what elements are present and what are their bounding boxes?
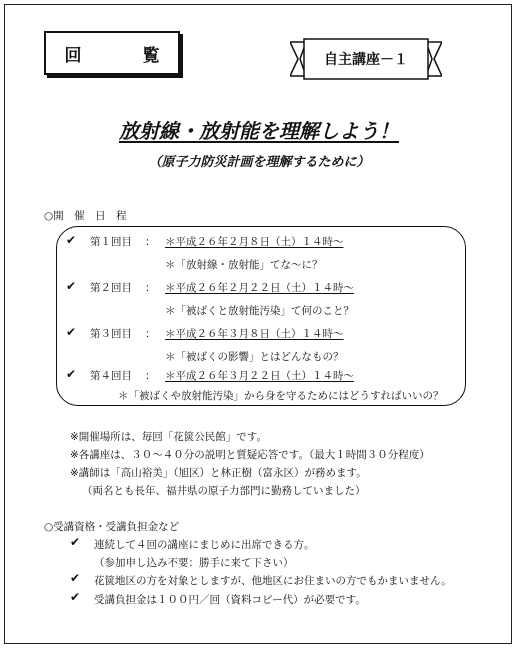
- check-icon: ✔: [70, 590, 81, 604]
- main-title: 放射線・放射能を理解しよう！: [119, 119, 399, 143]
- session-label: 第４回目: [90, 370, 132, 382]
- subtitle: （原子力防災計画を理解するために）: [148, 155, 370, 170]
- check-icon: ✔: [70, 571, 81, 585]
- qualification-item: 受講負担金は１００円／回（資料コピー代）が必要です。: [94, 594, 366, 606]
- qualification-item: 連続して４回の講座にまじめに出席できる方。: [94, 539, 315, 551]
- session-date: ＊平成２６年３月８日（土）１４時～: [165, 328, 344, 340]
- session-sep: ：: [145, 328, 156, 340]
- session-sep: ：: [145, 236, 156, 248]
- qualification-item-sub: （参加申し込み不要：勝手に来て下さい）: [94, 557, 294, 569]
- session-sep: ：: [145, 282, 156, 294]
- check-icon: ✔: [66, 325, 77, 339]
- qualification-item: 花篋地区の方を対象としますが、他地区にお住まいの方でもかまいません。: [94, 575, 452, 587]
- check-icon: ✔: [66, 279, 77, 293]
- note-lecturer-background: （両名とも長年、福井県の原子力部門に勤務していました）: [82, 485, 366, 497]
- session-label: 第２回目: [90, 282, 132, 294]
- session-topic: ＊「被ばくの影響」とはどんなもの？: [165, 351, 344, 363]
- series-badge: [290, 38, 442, 80]
- note-venue: ※開催場所は、毎回「花篋公民館」です。: [70, 431, 267, 443]
- note-lecturers: ※講師は「高山裕美」（旭区）と林正樹（富永区）が務めます。: [70, 467, 367, 479]
- session-topic: ＊「被ばくと放射能汚染」て何のこと？: [165, 305, 354, 317]
- check-icon: ✔: [66, 233, 77, 247]
- qualification-heading: ○受講資格・受講負担金など: [44, 521, 180, 533]
- session-date: ＊平成２６年２月８日（土）１４時～: [165, 236, 344, 248]
- session-label: 第１回目: [90, 236, 132, 248]
- session-label: 第３回目: [90, 328, 132, 340]
- note-format: ※各講座は、３０～４０分の説明と質疑応答です。（最大１時間３０分程度）: [70, 449, 430, 461]
- session-topic: ＊「被ばくや放射能汚染」から身を守るためにはどうすればいいの？: [118, 390, 444, 402]
- session-sep: ：: [145, 370, 156, 382]
- session-date: ＊平成２６年３月２２日（土）１４時～: [165, 370, 354, 382]
- session-topic: ＊「放射線・放射能」てな～に？: [165, 259, 323, 271]
- kairan-stamp: 回 覧: [44, 31, 180, 75]
- check-icon: ✔: [66, 367, 77, 381]
- series-label: 自主講座－１: [324, 52, 408, 68]
- check-icon: ✔: [70, 535, 81, 549]
- schedule-heading: ○開 催 日 程: [44, 210, 127, 222]
- session-date: ＊平成２６年２月２２日（土）１４時～: [165, 282, 354, 294]
